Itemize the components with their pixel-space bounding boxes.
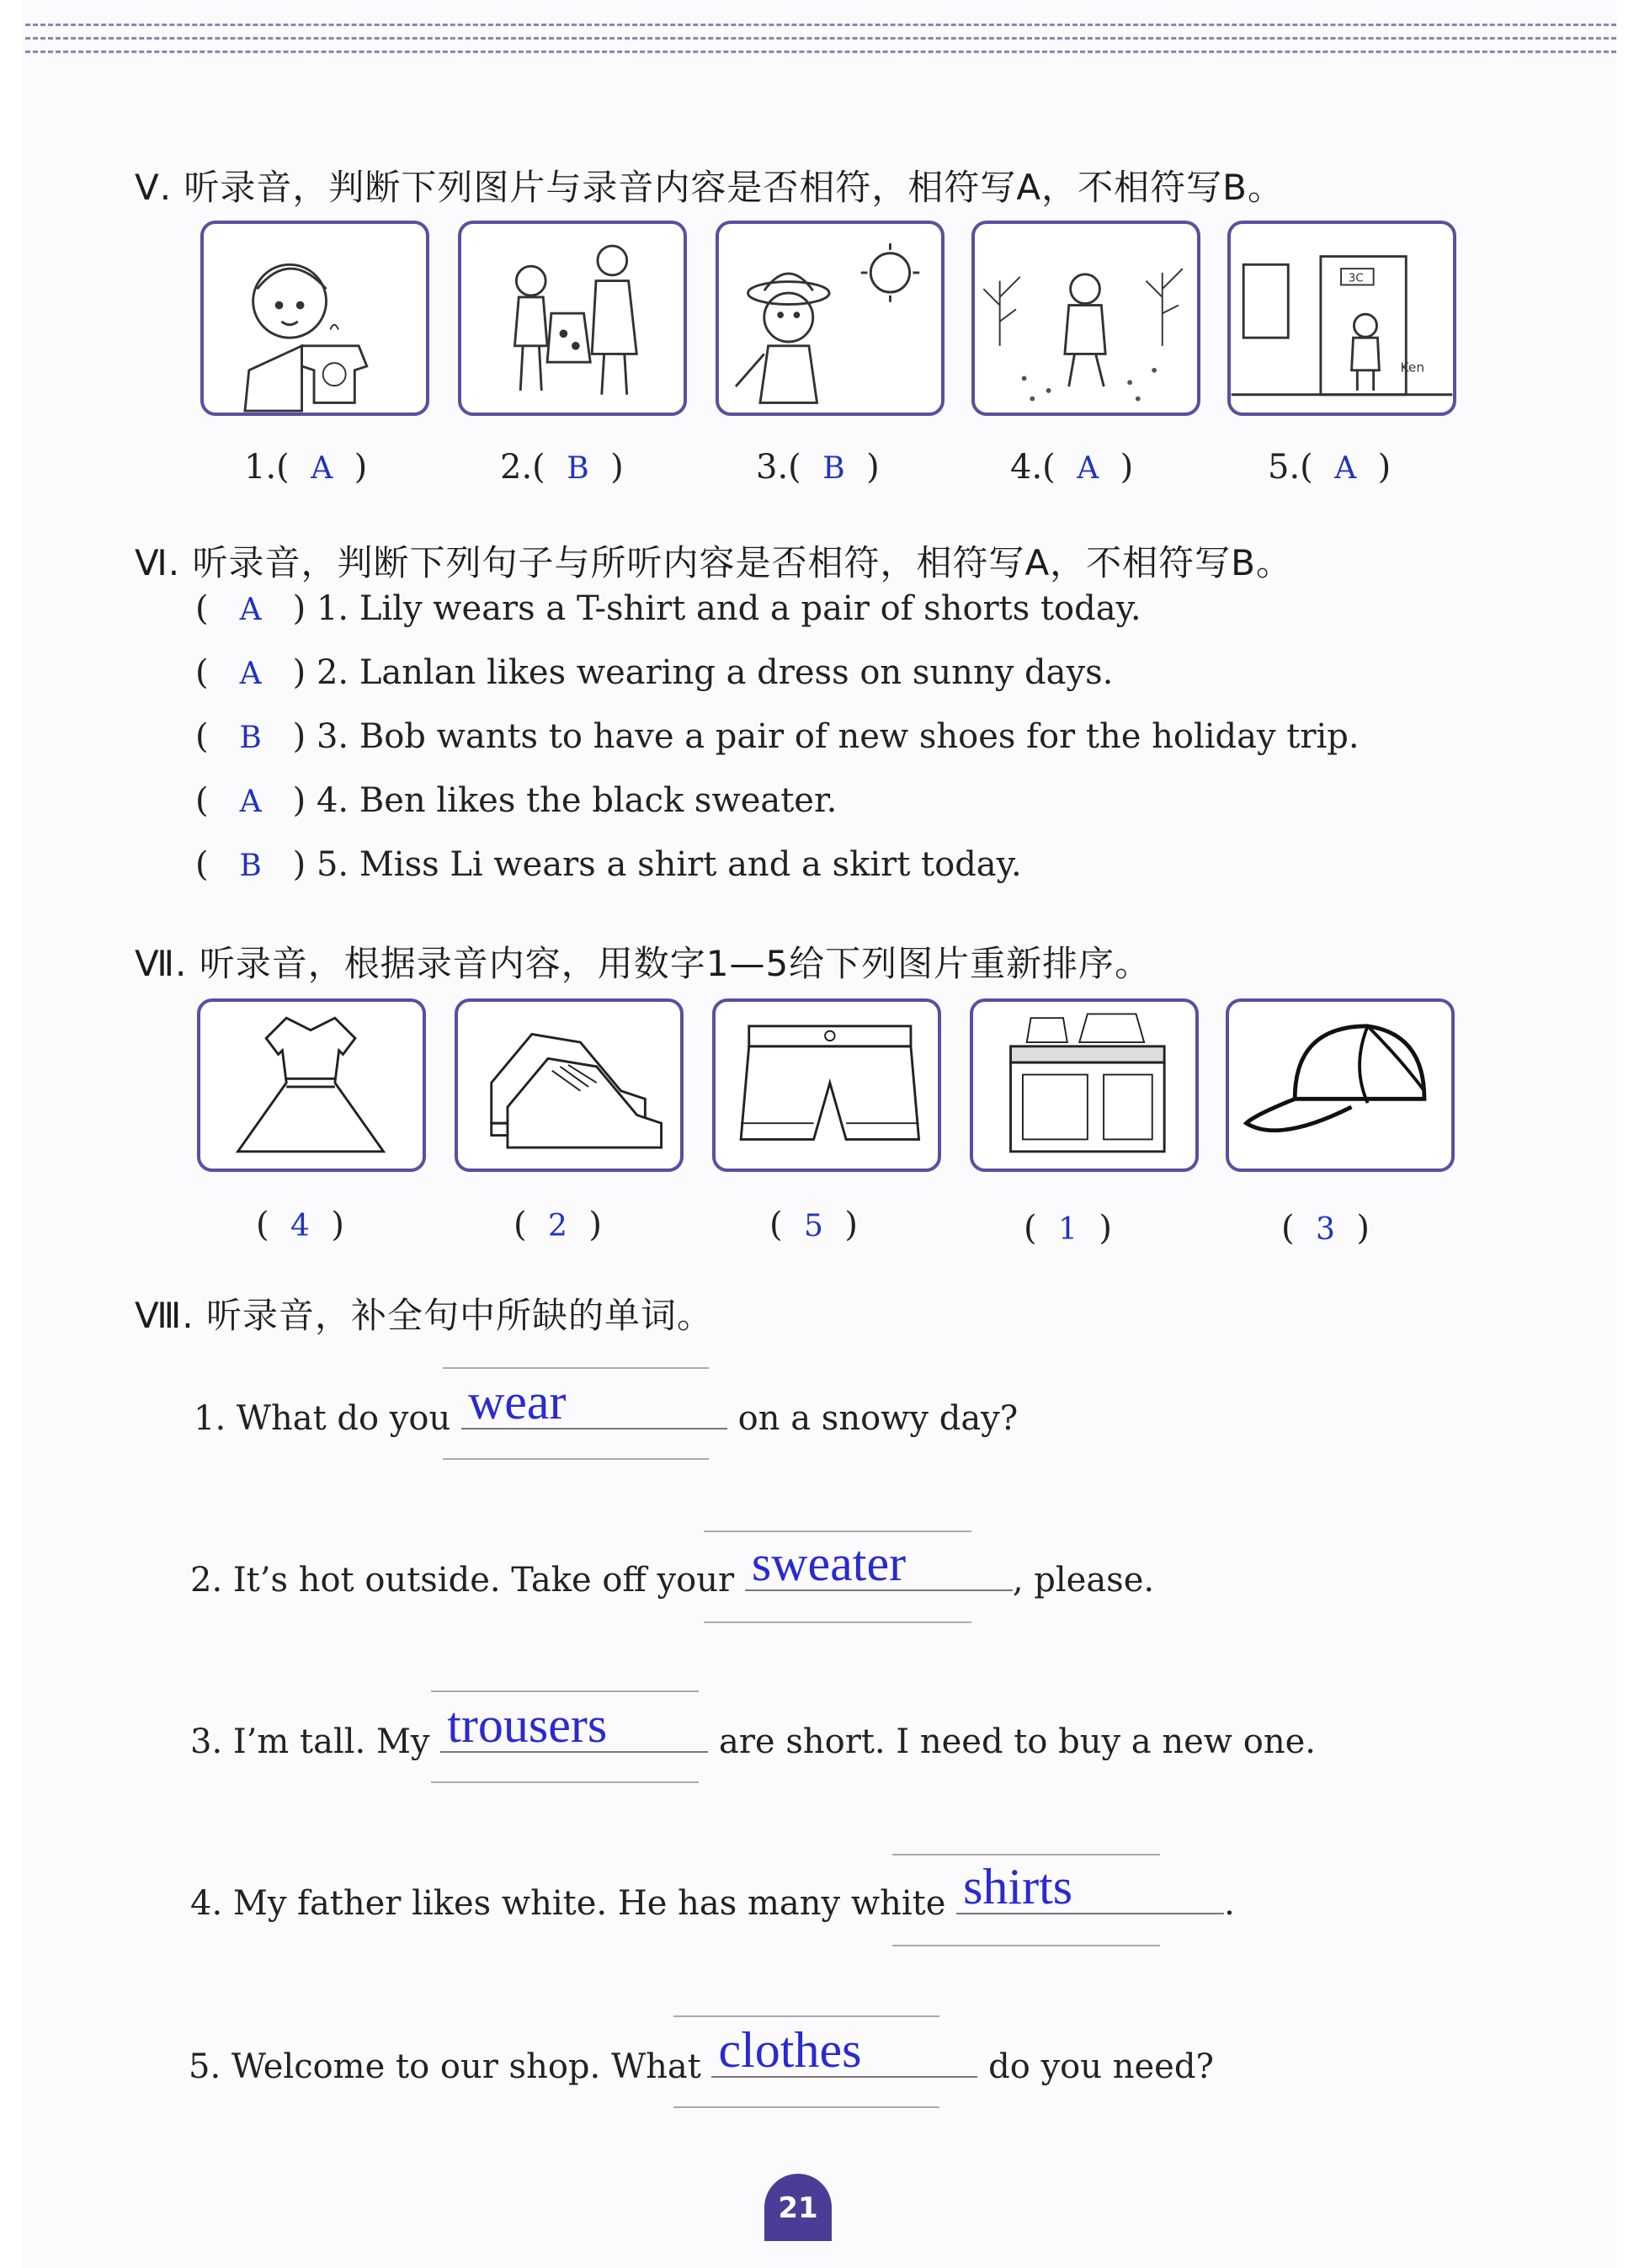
s6-text-4: 4. Ben likes the black sweater.	[316, 781, 838, 820]
shorts-icon	[712, 998, 941, 1172]
s5-answer-4: 4.( A )	[1010, 448, 1134, 487]
s8-item-3: 3. I’m tall. My trousers are short. I need to buy a new one.	[190, 1697, 1316, 1761]
s6-item-1: ( A ) 1. Lily wears a T-shirt and a pair of shorts today.	[195, 589, 1141, 628]
cap-icon	[1226, 998, 1455, 1172]
s6-answer-4: A	[239, 785, 262, 819]
s8-answer-5: clothes	[718, 2022, 862, 2078]
s6-item-3: ( B ) 3. Bob wants to have a pair of new shoes for the holiday trip.	[195, 717, 1360, 756]
page-number: 21	[764, 2174, 832, 2241]
s8-item-4: 4. My father likes white. He has many white shirts .	[190, 1859, 1235, 1923]
s7-answer-1: ( 4 )	[256, 1206, 344, 1244]
s5-answer-5: 5.( A )	[1268, 448, 1392, 487]
s5-answer-1: 1.( A )	[244, 448, 368, 487]
s6-answer-2: A	[239, 657, 262, 691]
s8-answer-2: sweater	[751, 1536, 907, 1591]
s8-answer-1: wear	[467, 1374, 567, 1429]
door-number-text: 3C	[1348, 271, 1364, 285]
s5-answer-2: 2.( B )	[500, 448, 624, 487]
s8-blank-4[interactable]	[956, 1859, 1224, 1914]
s6-text-1: 1. Lily wears a T-shirt and a pair of shorts today.	[316, 589, 1141, 628]
section7-title: Ⅶ. 听录音，根据录音内容，用数字1—5给下列图片重新排序。	[135, 943, 1152, 984]
s5-answer-5-value: A	[1334, 451, 1357, 486]
name-tag-text: Ken	[1400, 359, 1425, 375]
person-walking-in-winter-icon	[971, 221, 1200, 416]
boy-holding-tshirt-icon	[200, 221, 429, 416]
s8-blank-1[interactable]	[461, 1374, 727, 1429]
dress-icon	[197, 998, 426, 1172]
s6-text-2: 2. Lanlan likes wearing a dress on sunny days.	[316, 653, 1114, 692]
s7-answer-3: ( 5 )	[769, 1206, 858, 1244]
s6-text-3: 3. Bob wants to have a pair of new shoes for the holiday trip.	[316, 717, 1360, 756]
s7-answer-2-value: 2	[548, 1209, 567, 1243]
clothes-shop-icon	[970, 998, 1199, 1172]
s7-answer-1-value: 4	[290, 1209, 310, 1243]
s8-blank-5[interactable]	[711, 2022, 977, 2078]
section5-title: Ⅴ. 听录音，判断下列图片与录音内容是否相符，相符写A，不相符写B。	[135, 167, 1284, 208]
header-dashed-lines	[25, 24, 1616, 71]
s8-answer-3: trousers	[447, 1697, 608, 1753]
s6-answer-3: B	[239, 721, 262, 755]
s8-item-1: 1. What do you wear on a snowy day?	[194, 1374, 1019, 1438]
s7-answer-5-value: 3	[1316, 1212, 1335, 1247]
s5-answer-3-value: B	[822, 451, 845, 486]
s8-blank-2[interactable]	[745, 1536, 1013, 1591]
s5-answer-1-value: A	[311, 451, 333, 486]
s7-answer-2: ( 2 )	[514, 1206, 602, 1244]
s6-text-5: 5. Miss Li wears a shirt and a skirt today.	[316, 845, 1022, 884]
s5-answer-4-value: A	[1077, 451, 1099, 486]
s6-item-4: ( A ) 4. Ben likes the black sweater.	[195, 781, 838, 820]
section6-title: Ⅵ. 听录音，判断下列句子与所听内容是否相符，相符写A，不相符写B。	[135, 542, 1292, 583]
s5-answer-3: 3.( B )	[756, 448, 880, 487]
s6-answer-5: B	[239, 849, 262, 883]
s8-blank-3[interactable]	[440, 1697, 708, 1753]
boy-ken-at-door-3c-icon	[1227, 221, 1456, 416]
section8-title: Ⅷ. 听录音，补全句中所缺的单词。	[135, 1295, 714, 1336]
s6-item-5: ( B ) 5. Miss Li wears a shirt and a skirt today.	[195, 845, 1022, 884]
girl-with-hat-and-sun-icon	[716, 221, 945, 416]
s7-answer-5: ( 3 )	[1281, 1209, 1370, 1248]
s6-item-2: ( A ) 2. Lanlan likes wearing a dress on sunny days.	[195, 653, 1114, 692]
s6-answer-1: A	[239, 593, 262, 627]
s7-answer-3-value: 5	[804, 1209, 823, 1243]
s8-answer-4: shirts	[963, 1859, 1073, 1914]
s7-answer-4: ( 1 )	[1024, 1209, 1112, 1248]
s8-item-5: 5. Welcome to our shop. What clothes do you need?	[189, 2022, 1214, 2086]
s5-answer-2-value: B	[567, 451, 589, 486]
sneakers-icon	[455, 998, 684, 1172]
s8-item-2: 2. It’s hot outside. Take off your sweater , please.	[190, 1536, 1155, 1600]
s7-answer-4-value: 1	[1058, 1212, 1078, 1247]
girl-and-woman-with-dress-icon	[458, 221, 687, 416]
